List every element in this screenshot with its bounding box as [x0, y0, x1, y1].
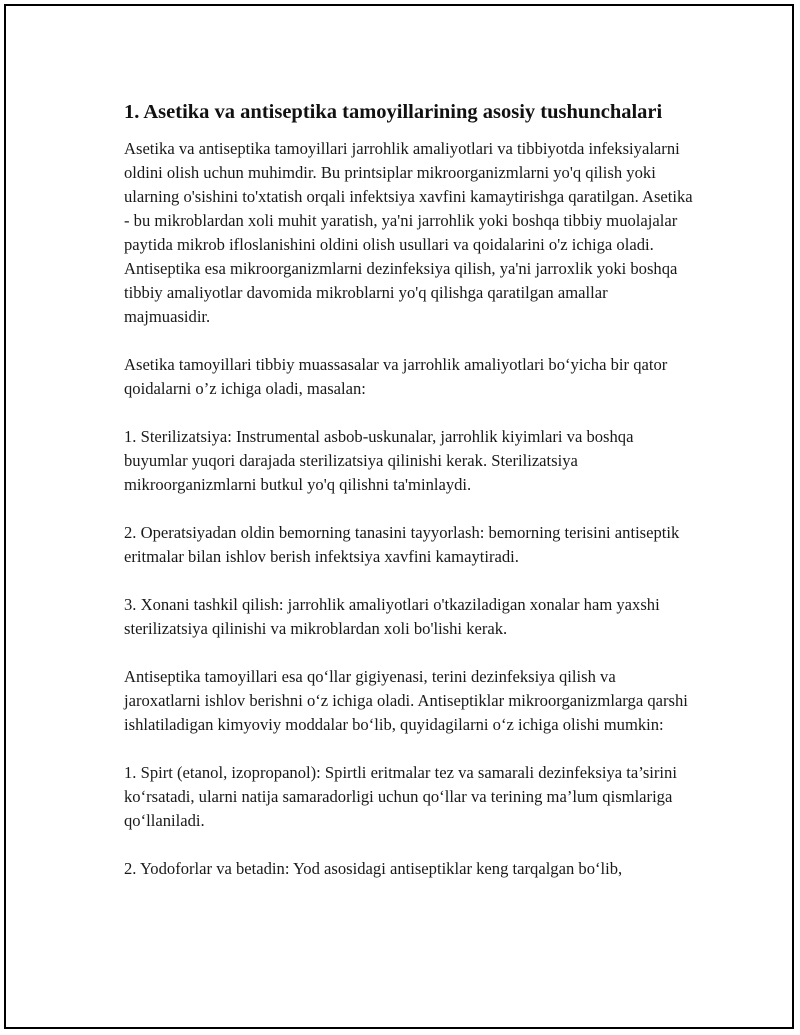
- document-body: [124, 97, 694, 881]
- list-item-patient-preparation: 2. Operatsiyadan oldin bemorning tanasini tayyorlash: bemorning terisini antiseptik eritmalar bilan ishlov berish infektsiya xavfini kamaytiradi.: [124, 523, 680, 566]
- list-item-iodophors: 2. Yodoforlar va betadin: Yod asosidagi antiseptiklar keng tarqalgan bo‘lib,: [124, 859, 623, 878]
- list-item-alcohol: 1. Spirt (etanol, izopropanol): Spirtli eritmalar tez va samarali dezinfeksiya ta’sirini ko‘rsatadi, ularni natija samaradorligi uchun qo‘llar va terining ma’lum qismlariga qo‘llaniladi.: [124, 763, 677, 830]
- paragraph-intro: Asetika va antiseptika tamoyillari jarrohlik amaliyotlari va tibbiyotda infeksiyalarni oldini olish uchun muhimdir. Bu printsiplar mikroorganizmlarni yo'q qilish yoki ularning o'sishini to'xtatish orqali infektsiya xavfini kamaytirishga qaratilgan. Asetika - bu mikroblardan xoli muhit yaratish, ya'ni jarrohlik yoki boshqa tibbiy muolajalar paytida mikrob ifloslanishini oldini olish usullari va qoidalarini o'z ichiga oladi. Antiseptika esa mikroorganizmlarni dezinfeksiya qilish, ya'ni jarroxlik yoki boshqa tibbiy amaliyotlar davomida mikroblarni yo'q qilishga qaratilgan amallar majmuasidir.: [124, 139, 693, 326]
- section-heading: 1. Asetika va antiseptika tamoyillarining asosiy tushunchalari: [124, 101, 663, 123]
- page-frame: [4, 4, 794, 1029]
- list-item-room-organization: 3. Xonani tashkil qilish: jarrohlik amaliyotlari o'tkaziladigan xonalar ham yaxshi sterilizatsiya qilinishi va mikroblardan xoli bo'lishi kerak.: [124, 595, 660, 638]
- list-item-sterilization: 1. Sterilizatsiya: Instrumental asbob-uskunalar, jarrohlik kiyimlari va boshqa buyumlar yuqori darajada sterilizatsiya qilinishi kerak. Sterilizatsiya mikroorganizmlarni butkul yo'q qilishni ta'minlaydi.: [124, 427, 634, 494]
- paragraph-asetika-rules: Asetika tamoyillari tibbiy muassasalar va jarrohlik amaliyotlari bo‘yicha bir qator qoidalarni o’z ichiga oladi, masalan:: [124, 355, 668, 398]
- paragraph-antiseptika-principles: Antiseptika tamoyillari esa qo‘llar gigiyenasi, terini dezinfeksiya qilish va jaroxatlarni ishlov berishni o‘z ichiga oladi. Antiseptiklar mikroorganizmlarga qarshi ishlatiladigan kimyoviy moddalar bo‘lib, quyidagilarni o‘z ichiga olishi mumkin:: [124, 667, 688, 734]
